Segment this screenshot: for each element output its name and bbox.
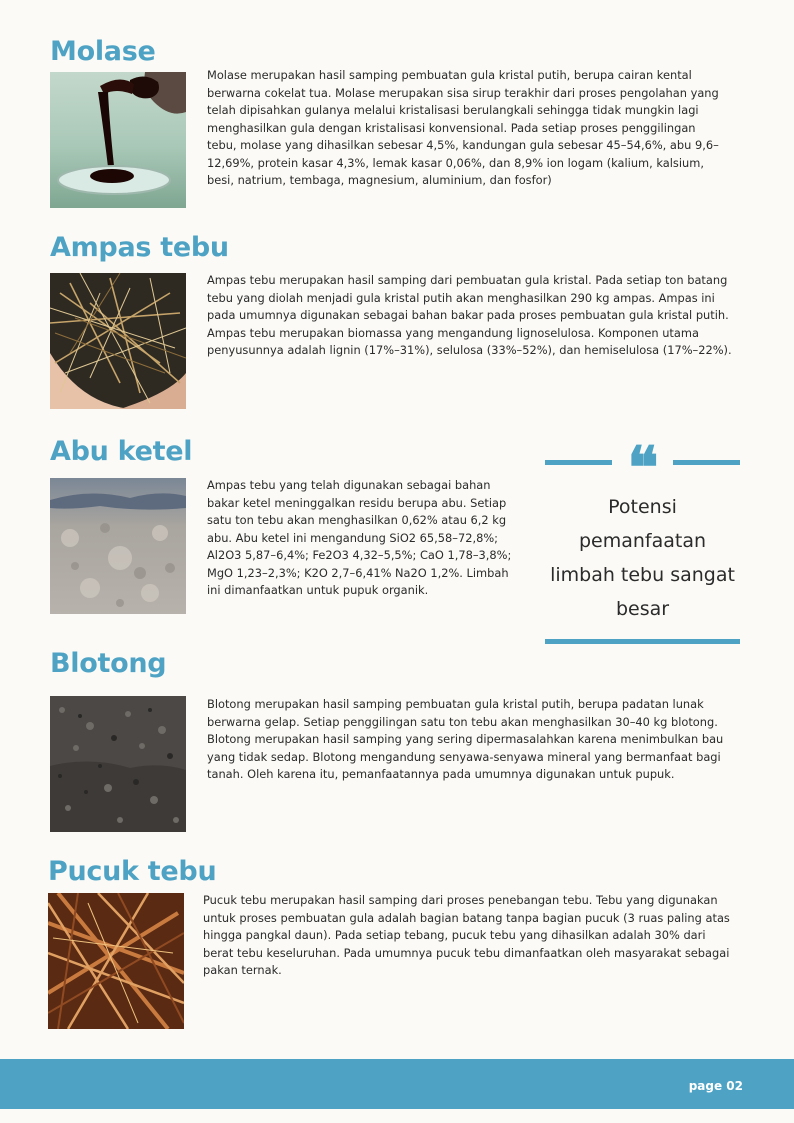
section-title-blotong: Blotong xyxy=(50,648,167,679)
cane-tops-photo xyxy=(48,893,184,1029)
filter-cake-photo xyxy=(50,696,186,832)
page-footer xyxy=(0,1059,794,1109)
section-text-abu-ketel: Ampas tebu yang telah digunakan sebagai bahan bakar ketel meninggalkan residu berupa abu. Setiap satu ton tebu akan menghasilkan 0,62% atau 6,2 kg abu. Abu ketel ini mengandung SiO2 65,58–72,8%; Al2O3 5,87–6,4%; Fe2O3 4,32–5,5%; CaO 1,78–3,8%; MgO 1,23–2,3%; K2O 2,7–6,41% Na2O 1,2%. Limbah ini dimanfaatkan untuk pupuk organik. xyxy=(207,478,512,597)
section-title-ampas-tebu: Ampas tebu xyxy=(50,232,229,263)
page-number: page 02 xyxy=(688,1079,743,1093)
quote-rule-left xyxy=(545,460,612,465)
pull-quote xyxy=(545,434,740,647)
section-title-molase: Molase xyxy=(50,36,156,67)
boiler-ash-photo xyxy=(50,478,186,614)
quote-mark-icon: ❝ xyxy=(627,434,659,502)
section-text-pucuk-tebu: Pucuk tebu merupakan hasil samping dari proses penebangan tebu. Tebu yang digunakan untuk proses pembuatan gula adalah bagian batang tanpa bagian pucuk (3 ruas paling atas hingga pangkal daun). Pada setiap tebang, pucuk tebu yang dihasilkan adalah 30% dari berat tebu keseluruhan. Pada umumnya pucuk tebu dimanfaatkan oleh masyarakat sebagai pakan ternak. xyxy=(203,893,730,977)
section-text-molase: Molase merupakan hasil samping pembuatan gula kristal putih, berupa cairan kental berwarna cokelat tua. Molase merupakan sisa sirup terakhir dari proses pengolahan yang telah dipisahkan gulanya melalui kristalisasi berulangkali sehingga tidak mungkin lagi menghasilkan gula dengan kristalisasi konvensional. Pada setiap proses penggilingan tebu, molase yang dihasilkan sebesar 4,5%, kandungan gula sebesar 45–54,6%, abu 9,6–12,69%, protein kasar 4,3%, lemak kasar 0,06%, dan 8,9% ion logam (kalium, kalsium, besi, natrium, tembaga, magnesium, aluminium, dan fosfor) xyxy=(207,68,719,187)
section-text-ampas-tebu: Ampas tebu merupakan hasil samping dari pembuatan gula kristal. Pada setiap ton batang tebu yang diolah menjadi gula kristal putih akan menghasilkan 290 kg ampas. Ampas ini pada umumnya digunakan sebagai bahan bakar pada proses pembuatan gula kristal putih. Ampas tebu merupakan biomassa yang mengandung lignoselulosa. Komponen utama penyusunnya adalah lignin (17%–31%), selulosa (33%–52%), dan hemiselulosa (17%–22%). xyxy=(207,273,732,357)
section-title-pucuk-tebu: Pucuk tebu xyxy=(48,856,217,887)
quote-rule-right xyxy=(673,460,740,465)
molasses-photo xyxy=(50,72,186,208)
bagasse-photo xyxy=(50,273,186,409)
section-title-abu-ketel: Abu ketel xyxy=(50,436,193,467)
quote-rule-bottom xyxy=(545,639,740,644)
quote-text: Potensi pemanfaatan limbah tebu sangat besar xyxy=(550,496,735,620)
section-text-blotong: Blotong merupakan hasil samping pembuatan gula kristal putih, berupa padatan lunak berwarna gelap. Setiap penggilingan satu ton tebu akan menghasilkan 30–40 kg blotong. Blotong merupakan hasil samping yang sering dipermasalahkan karena menimbulkan bau yang tidak sedap. Blotong mengandung senyawa-senyawa mineral yang bermanfaat bagi tanah. Oleh karena itu, pemanfaatannya pada umumnya digunakan untuk pupuk. xyxy=(207,697,724,781)
